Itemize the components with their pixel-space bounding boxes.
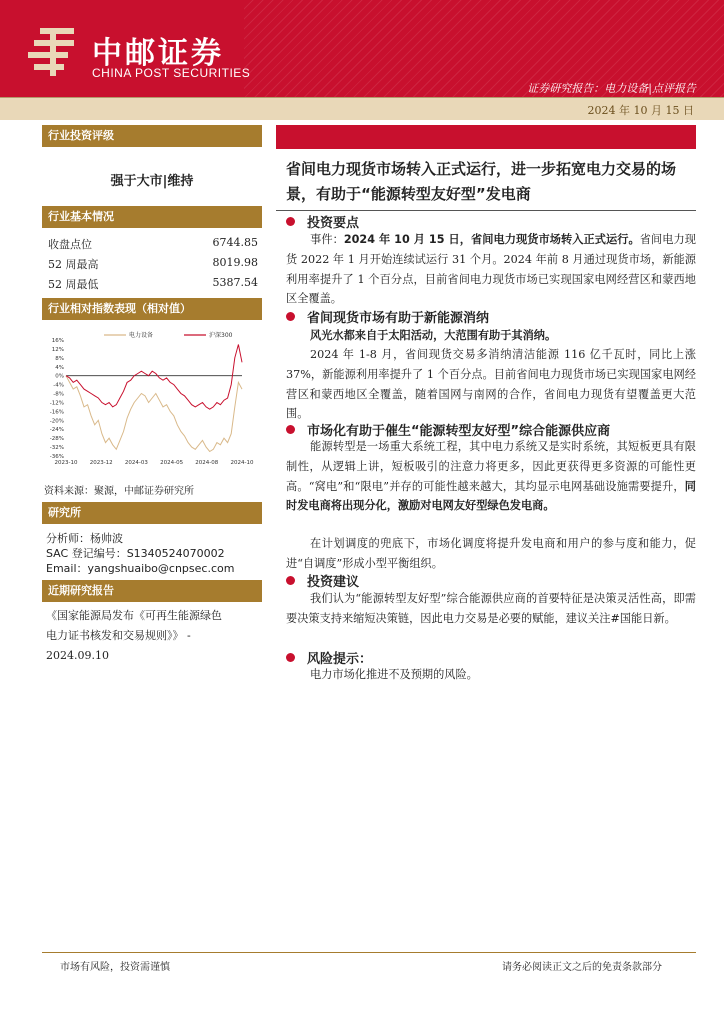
chart-svg bbox=[42, 328, 262, 468]
x-tick-label: 2023-10 bbox=[54, 460, 78, 466]
basic-row-close bbox=[48, 236, 258, 252]
recent-report-line[interactable]: 《国家能源局发布《可再生能源绿色 bbox=[46, 609, 222, 622]
footer-left: 市场有风险，投资需谨慎 bbox=[60, 962, 170, 973]
chart-source: 资料来源：聚源，中邮证券研究所 bbox=[44, 486, 194, 497]
sac-number: SAC 登记编号：S1340524070002 bbox=[46, 547, 225, 560]
y-tick-label: -16% bbox=[49, 409, 64, 416]
y-tick-label: 4% bbox=[55, 364, 64, 371]
x-tick-label: 2024-10 bbox=[230, 460, 254, 466]
x-tick-label: 2024-05 bbox=[160, 460, 184, 466]
basic-label: 52 周最低 bbox=[48, 278, 99, 291]
performance-header: 行业相对指数表现（相对值） bbox=[42, 298, 262, 320]
y-tick-label: -12% bbox=[49, 400, 64, 407]
y-tick-label: 0% bbox=[55, 373, 64, 380]
industry-rating: 强于大市|维持 bbox=[110, 174, 194, 189]
section-investment-points: 投资要点 bbox=[286, 212, 359, 231]
reform-text: 能源转型是一场重大系统工程，其中电力系统又是实时系统，其短板更具有限制性，从逻辑上讲，短板吸引的注意力将更多，因此更获得更多资源的可能性更高。“窝电”和“限电”并存的可能性越来越大，其均显示电网基础设施需要提升， bbox=[286, 440, 696, 493]
legend-label: 沪深300 bbox=[209, 332, 233, 339]
event-rest: 省间电力现货 2022 年 1 月开始连续试运行 31 个月。2024 年前 8 月通过现货市场，新能源利用率提升了 1 个百分点，目前省间电力现货市场已实现国家电网经营区和蒙西地区全覆盖。 bbox=[286, 233, 696, 306]
absorption-paragraph: 2024 年 1-8 月，省间现货交易多消纳清洁能源 116 亿千瓦时，同比上涨 37%，新能源利用率提升了 1 个百分点。目前省间电力现货市场已实现国家电网经营区和蒙西地区全覆盖，随着国网与南网的合作，省间电力现货有望覆盖更大范围。 bbox=[286, 348, 696, 421]
y-tick-label: -4% bbox=[53, 382, 64, 389]
basic-label: 收盘点位 bbox=[48, 238, 92, 251]
y-tick-label: 16% bbox=[51, 338, 64, 344]
reform-bold: 同时发电商将出现分化，激励对电网友好型绿色发电商。 bbox=[286, 479, 696, 513]
x-tick-label: 2023-12 bbox=[89, 460, 113, 466]
logo-name-en: CHINA POST SECURITIES bbox=[92, 66, 251, 80]
report-date: 2024 年 10 月 15 日 bbox=[587, 104, 694, 117]
section-market-reform: 市场化有助于催生“能源转型友好型”综合能源供应商 bbox=[286, 420, 610, 439]
y-tick-label: 12% bbox=[51, 346, 64, 353]
analyst-email[interactable]: Email：yangshuaibo@cnpsec.com bbox=[46, 562, 235, 575]
x-tick-label: 2024-08 bbox=[195, 460, 219, 466]
title-divider bbox=[276, 210, 696, 211]
market-reform-paragraph bbox=[286, 437, 696, 516]
x-tick-label: 2024-03 bbox=[124, 460, 148, 466]
analyst-name: 分析师：杨帅波 bbox=[46, 532, 123, 545]
china-post-logo-icon bbox=[26, 24, 82, 80]
section-risk: 风险提示： bbox=[286, 648, 372, 667]
absorption-subtitle: 风光水都来自于太阳活动，大范围有助于其消纳。 bbox=[310, 329, 557, 342]
page-header bbox=[0, 0, 724, 97]
rating-header: 行业投资评级 bbox=[42, 125, 262, 147]
event-paragraph bbox=[286, 230, 696, 309]
y-tick-label: -24% bbox=[49, 427, 64, 434]
basic-value: 6744.85 bbox=[212, 236, 258, 249]
report-title: 省间电力现货市场转入正式运行，进一步拓宽电力交易的场景，有助于“能源转型友好型”发电商 bbox=[286, 160, 677, 203]
y-tick-label: 8% bbox=[55, 355, 64, 362]
report-type: 证券研究报告：电力设备|点评报告 bbox=[527, 82, 696, 95]
series-line-csi300 bbox=[66, 345, 242, 410]
y-tick-label: -20% bbox=[49, 418, 64, 425]
basic-info-header: 行业基本情况 bbox=[42, 206, 262, 228]
relative-performance-chart bbox=[42, 328, 262, 468]
footer-right: 请务必阅读正文之后的免责条款部分 bbox=[502, 962, 662, 973]
y-tick-label: -32% bbox=[49, 445, 64, 452]
dispatch-paragraph: 在计划调度的兜底下，市场化调度将提升发电商和用户的参与度和能力，促进“自调度”形成小型平衡组织。 bbox=[286, 537, 696, 570]
series-line-power-equipment bbox=[66, 376, 242, 452]
logo-name-cn: 中邮证券 bbox=[92, 36, 224, 71]
basic-row-high bbox=[48, 256, 258, 272]
y-tick-label: -28% bbox=[49, 436, 64, 443]
event-lead: 事件： bbox=[310, 233, 344, 246]
basic-row-low bbox=[48, 276, 258, 292]
section-absorption: 省间现货市场有助于新能源消纳 bbox=[286, 307, 489, 326]
recent-report-date: 2024.09.10 bbox=[46, 649, 109, 662]
legend-label: 电力设备 bbox=[129, 332, 154, 339]
y-tick-label: -36% bbox=[49, 454, 64, 460]
basic-value: 5387.54 bbox=[212, 276, 258, 289]
section-investment-advice: 投资建议 bbox=[286, 571, 359, 590]
advice-paragraph: 我们认为“能源转型友好型”综合能源供应商的首要特征是决策灵活性高，即需要决策支持来缩短决策链，因此电力交易是必要的赋能，建议关注#国能日新。 bbox=[286, 592, 696, 625]
recent-report-line[interactable]: 电力证书核发和交易规则》》 - bbox=[46, 629, 191, 642]
y-tick-label: -8% bbox=[53, 391, 64, 398]
basic-label: 52 周最高 bbox=[48, 258, 99, 271]
risk-paragraph: 电力市场化推进不及预期的风险。 bbox=[310, 668, 478, 681]
research-header: 研究所 bbox=[42, 502, 262, 524]
recent-reports-header: 近期研究报告 bbox=[42, 580, 262, 602]
footer-divider bbox=[42, 952, 696, 953]
event-bold: 2024 年 10 月 15 日，省间电力现货市场转入正式运行。 bbox=[343, 233, 640, 246]
title-color-bar bbox=[276, 125, 696, 149]
basic-value: 8019.98 bbox=[212, 256, 258, 269]
